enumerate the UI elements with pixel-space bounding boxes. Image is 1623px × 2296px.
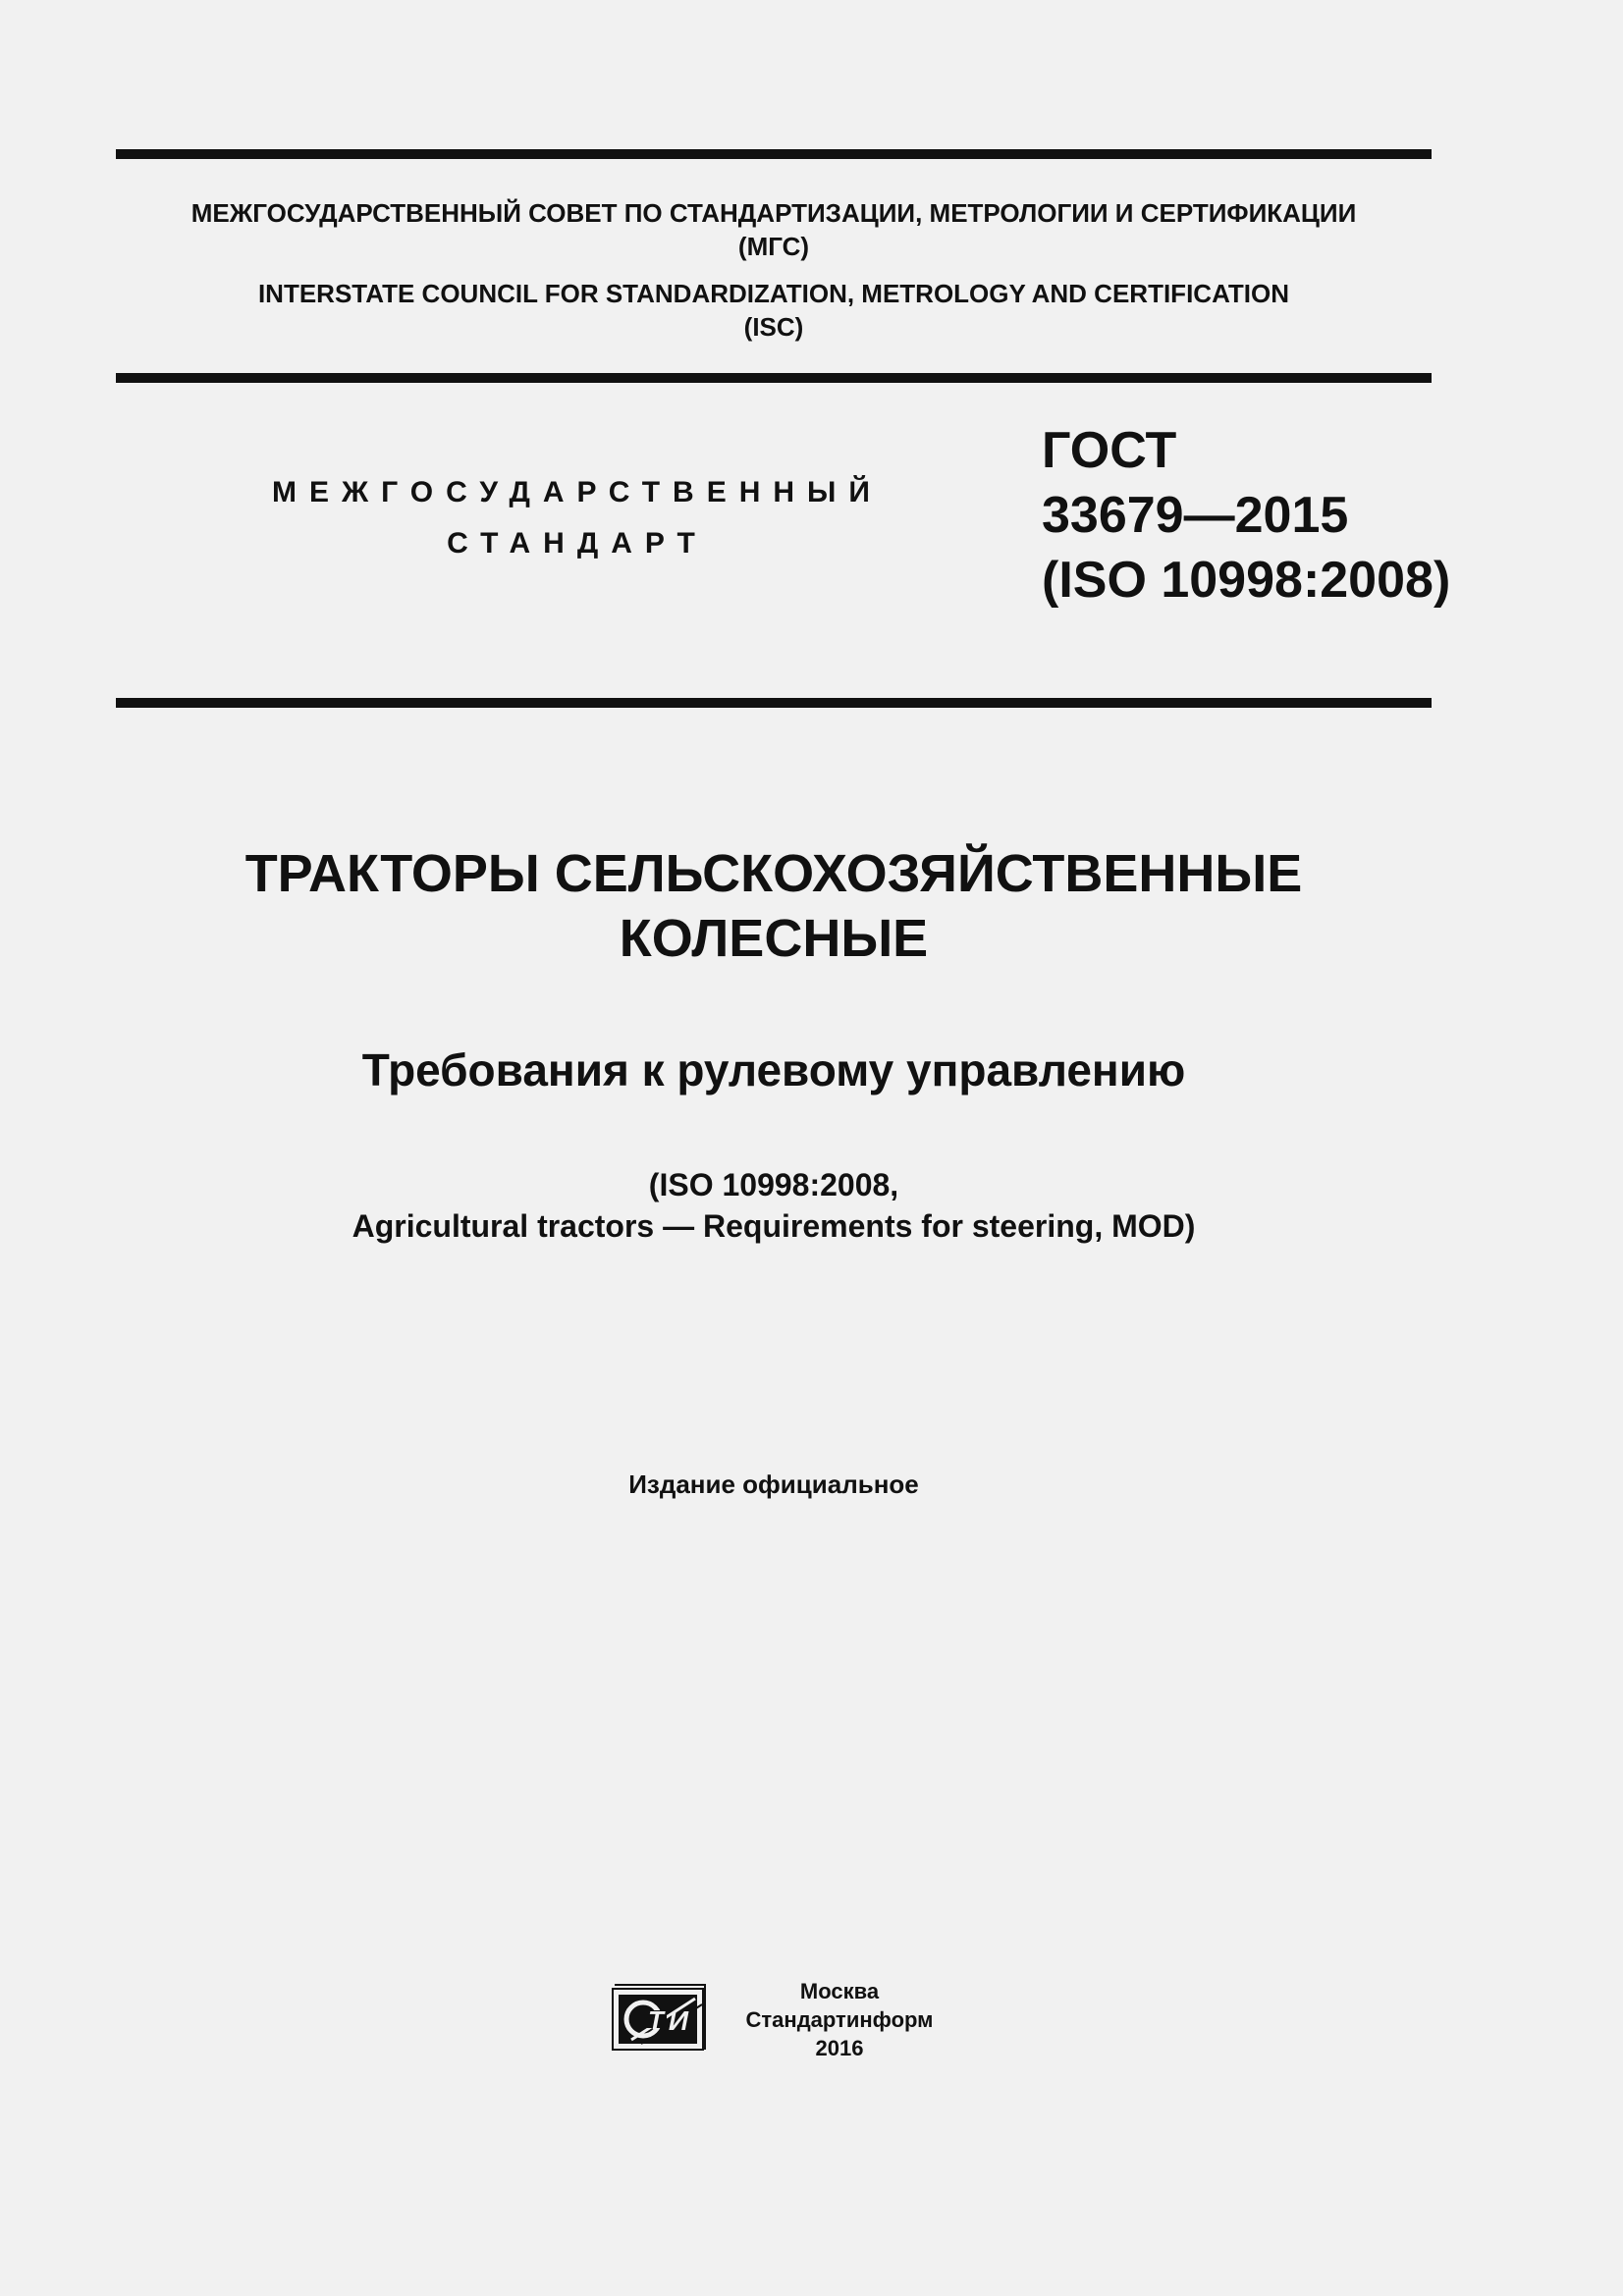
title-line1: ТРАКТОРЫ СЕЛЬСКОХОЗЯЙСТВЕННЫЕ	[244, 844, 1303, 903]
standard-designation	[1042, 418, 1450, 613]
council-ru-abbr: (МГС)	[737, 232, 810, 261]
document-subtitle: Требования к рулевому управлению	[361, 1044, 1186, 1095]
council-ru-line1: МЕЖГОСУДАРСТВЕННЫЙ СОВЕТ ПО СТАНДАРТИЗАЦИИ, МЕТРОЛОГИИ И СЕРТИФИКАЦИИ	[190, 198, 1357, 228]
council-name-english	[116, 277, 1432, 344]
top-rule	[116, 149, 1432, 159]
council-name-russian	[116, 196, 1432, 263]
publication-year: 2016	[815, 2036, 864, 2060]
title-line2: КОЛЕСНЫЕ	[619, 909, 929, 968]
council-en-abbr: (ISC)	[743, 312, 804, 342]
standard-type-line2: СТАНДАРТ	[447, 527, 708, 560]
document-title	[116, 841, 1432, 971]
iso-reference	[116, 1164, 1432, 1247]
standard-type-label	[263, 467, 892, 569]
svg-text:Т: Т	[648, 2005, 664, 2035]
publisher-name: Стандартинформ	[745, 2007, 934, 2032]
publisher-info	[717, 1977, 962, 2062]
edition-label: Издание официальное	[628, 1469, 919, 1499]
designation-iso: (ISO 10998:2008)	[1042, 552, 1451, 609]
designation-prefix: ГОСТ	[1042, 422, 1177, 479]
middle-rule	[116, 373, 1432, 383]
publisher-city: Москва	[799, 1979, 880, 2003]
standartinform-logo-icon	[612, 1981, 708, 2056]
designation-number: 33679—2015	[1042, 487, 1349, 544]
iso-reference-line1: (ISO 10998:2008,	[648, 1167, 899, 1202]
header-bottom-rule	[116, 698, 1432, 708]
council-en-line1: INTERSTATE COUNCIL FOR STANDARDIZATION, METROLOGY AND CERTIFICATION	[257, 279, 1290, 308]
svg-text:И: И	[668, 2005, 689, 2036]
iso-reference-line2: Agricultural tractors — Requirements for steering, MOD)	[352, 1208, 1196, 1244]
standard-type-line1: МЕЖГОСУДАРСТВЕННЫЙ	[272, 476, 883, 508]
